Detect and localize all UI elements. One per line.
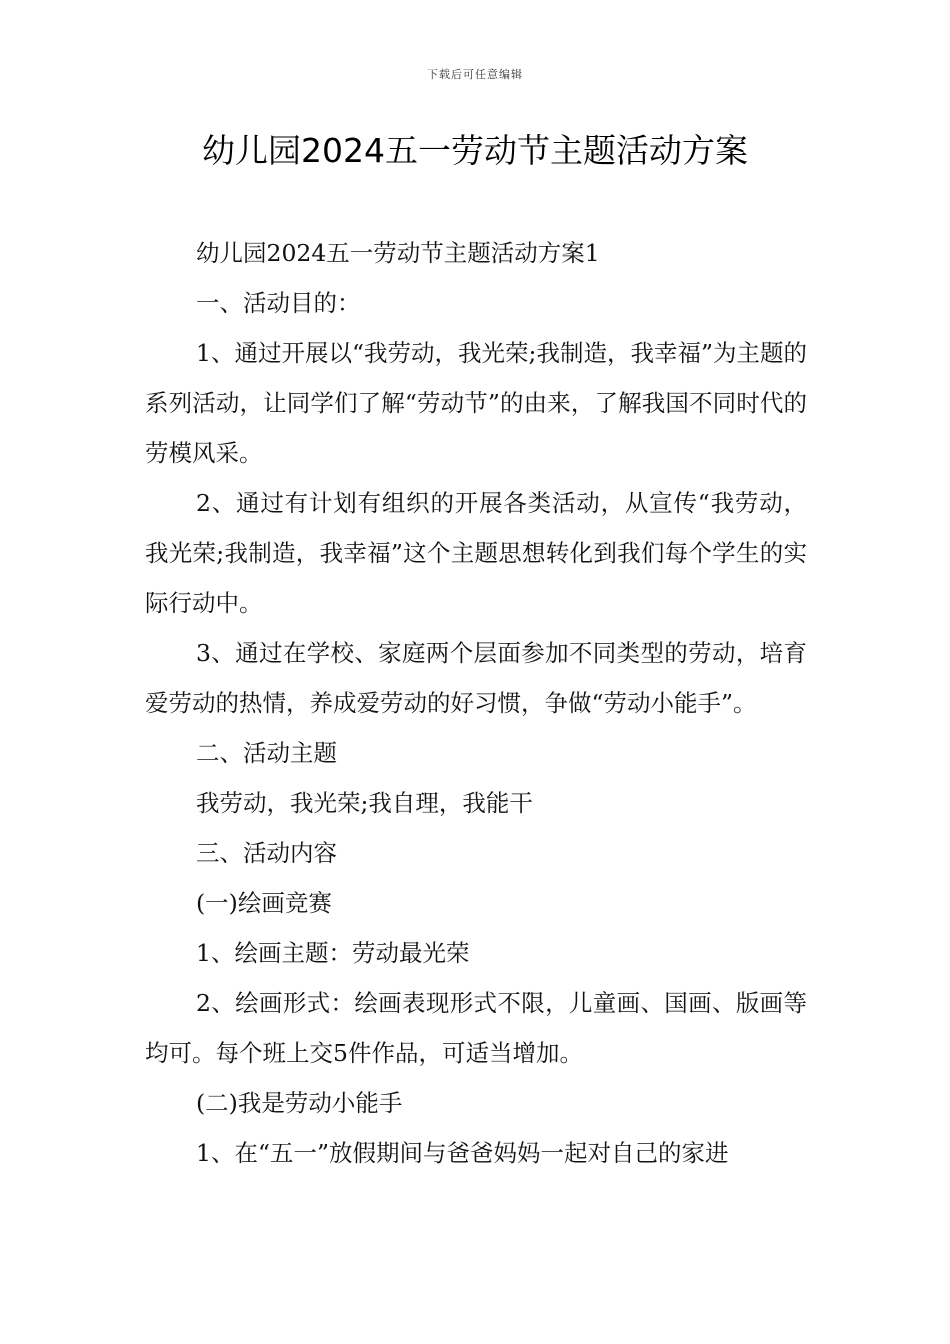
paragraph-heading-theme: 二、活动主题 <box>196 739 337 767</box>
document-body <box>145 228 807 1178</box>
paragraph-heading-content: 三、活动内容 <box>196 839 337 867</box>
document-title: 幼儿园2024五一劳动节主题活动方案 <box>202 131 748 170</box>
paragraph-drawing-form: 2、绘画形式：绘画表现形式不限，儿童画、国画、版画等均可。每个班上交5件作品，可适当增加。 <box>145 989 807 1067</box>
paragraph-drawing-theme: 1、绘画主题：劳动最光荣 <box>196 939 470 967</box>
paragraph-purpose-3: 3、通过在学校、家庭两个层面参加不同类型的劳动，培育爱劳动的热情，养成爱劳动的好习惯，争做“劳动小能手”。 <box>145 639 807 717</box>
paragraph-heading-purpose: 一、活动目的： <box>196 289 361 317</box>
paragraph-subheading-labor: (二)我是劳动小能手 <box>196 1089 403 1117</box>
header-note: 下载后可任意编辑 <box>427 68 523 81</box>
paragraph-purpose-1: 1、通过开展以“我劳动，我光荣;我制造，我幸福”为主题的系列活动，让同学们了解“劳动节”的由来，了解我国不同时代的劳模风采。 <box>145 339 807 467</box>
paragraph-subheading-drawing: (一)绘画竞赛 <box>196 889 332 917</box>
paragraph-purpose-2: 2、通过有计划有组织的开展各类活动，从宣传“我劳动，我光荣;我制造，我幸福”这个主题思想转化到我们每个学生的实际行动中。 <box>145 489 807 617</box>
paragraph-section-heading: 幼儿园2024五一劳动节主题活动方案1 <box>196 239 600 267</box>
paragraph-labor-1: 1、在“五一”放假期间与爸爸妈妈一起对自己的家进 <box>196 1139 729 1167</box>
paragraph-theme: 我劳动，我光荣;我自理，我能干 <box>196 789 533 817</box>
